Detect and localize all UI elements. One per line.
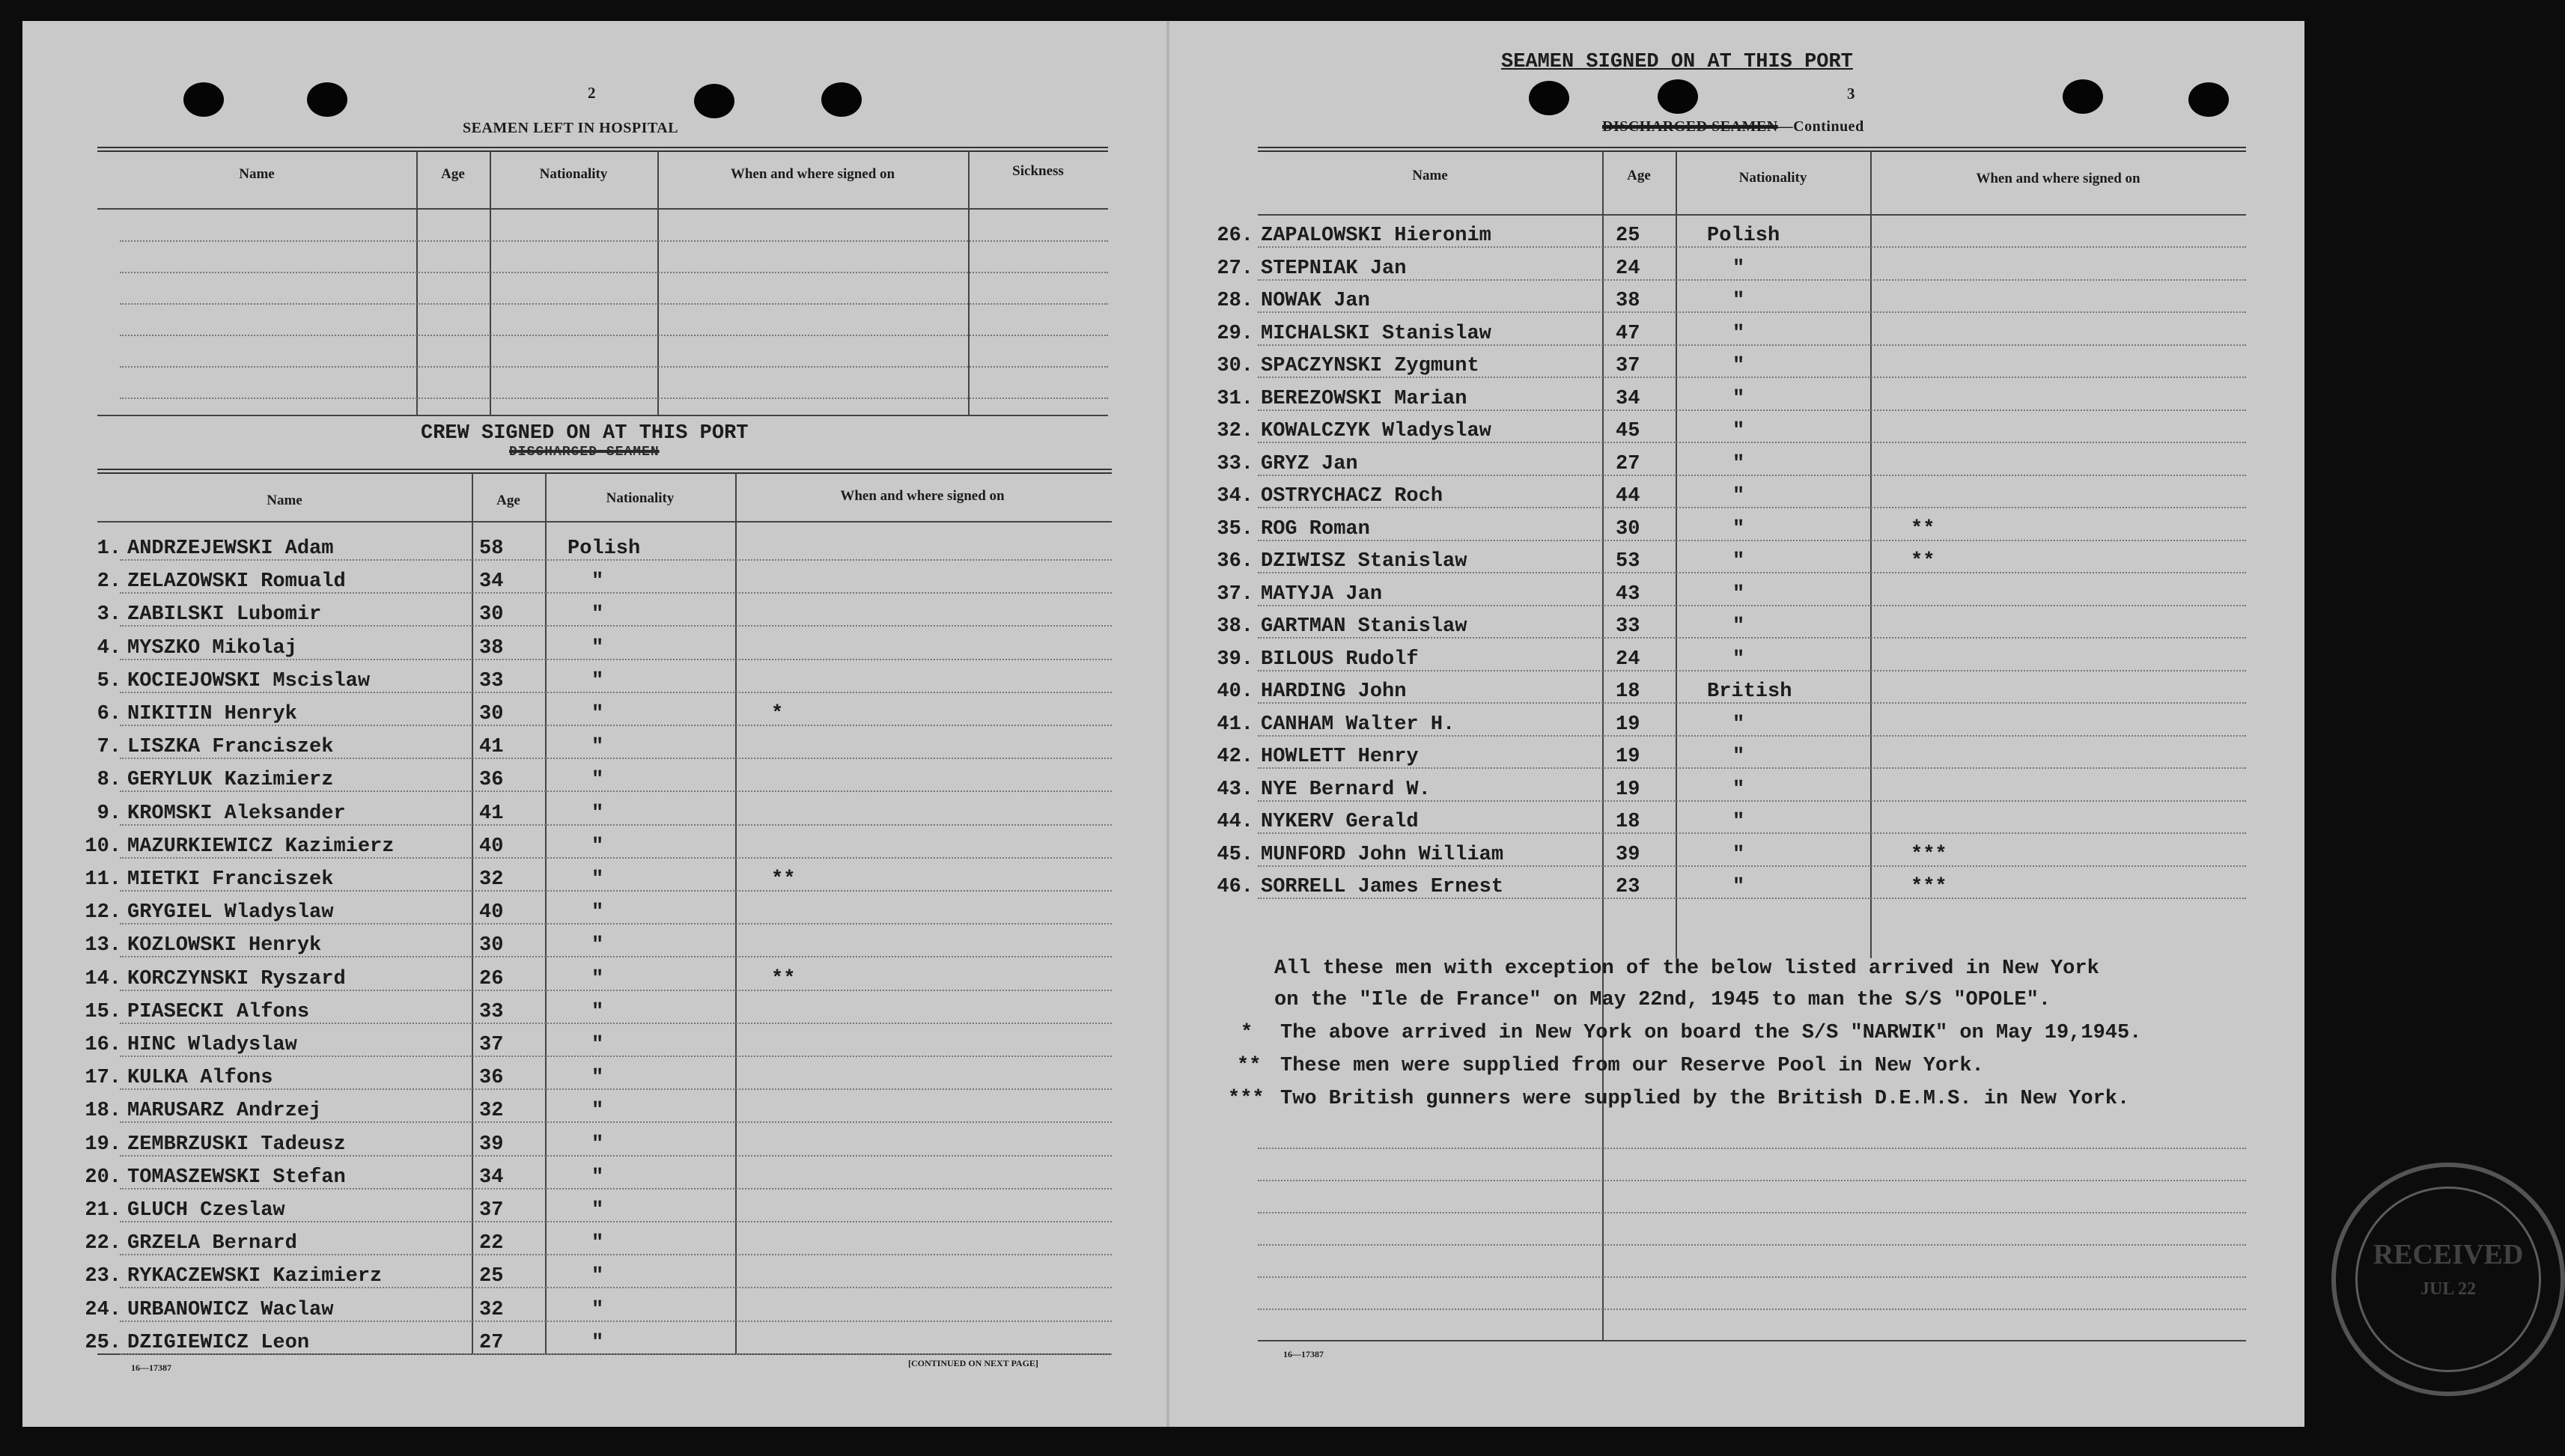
crew-name: ZAPALOWSKI Hieronim bbox=[1261, 225, 1491, 247]
row-rule bbox=[120, 559, 1112, 561]
row-number: 5. bbox=[97, 669, 121, 692]
row-number: 38. bbox=[1217, 615, 1253, 638]
crew-name: MUNFORD John William bbox=[1261, 843, 1504, 866]
row-rule bbox=[1258, 344, 2246, 346]
row-number: 7. bbox=[97, 736, 121, 759]
crew-age: 33 bbox=[1616, 615, 1640, 638]
crew-age: 24 bbox=[1616, 257, 1640, 280]
crew-name: KOWALCZYK Wladyslaw bbox=[1261, 420, 1491, 442]
row-number: 1. bbox=[97, 537, 121, 560]
crew-age: 40 bbox=[479, 901, 504, 925]
crew-age: 27 bbox=[479, 1331, 504, 1354]
crew-nationality: " bbox=[591, 769, 604, 792]
col-header-when-where: When and where signed on bbox=[730, 166, 895, 182]
crew-name: GLUCH Czeslaw bbox=[127, 1199, 285, 1222]
crew-age: 18 bbox=[1616, 811, 1640, 833]
crew-name: MIETKI Franciszek bbox=[127, 868, 334, 891]
crew-age: 24 bbox=[1616, 648, 1640, 671]
crew-age: 43 bbox=[1616, 582, 1640, 606]
crew-nationality: " bbox=[591, 1265, 604, 1288]
row-number: 16. bbox=[85, 1034, 121, 1056]
row-number: 40. bbox=[1217, 680, 1253, 703]
punch-hole bbox=[183, 82, 224, 117]
crew-age: 18 bbox=[1616, 680, 1640, 703]
crew-nationality: " bbox=[1732, 648, 1745, 671]
row-rule bbox=[120, 857, 1112, 859]
punch-hole bbox=[307, 82, 347, 117]
crew-age: 39 bbox=[479, 1133, 504, 1156]
stamp-date: JUL 22 bbox=[2420, 1279, 2476, 1299]
row-rule bbox=[120, 890, 1112, 892]
hospital-section-title: SEAMEN LEFT IN HOSPITAL bbox=[463, 120, 679, 136]
crew-nationality: " bbox=[591, 901, 604, 925]
crew-age: 41 bbox=[479, 736, 504, 759]
row-number: 11. bbox=[85, 868, 121, 891]
row-number: 46. bbox=[1217, 876, 1253, 898]
crew-nationality: " bbox=[591, 736, 604, 759]
row-rule bbox=[120, 1023, 1112, 1024]
row-rule bbox=[1258, 800, 2246, 802]
crew-name: LISZKA Franciszek bbox=[127, 736, 334, 759]
crew-name: MARUSARZ Andrzej bbox=[127, 1100, 322, 1123]
col-header-age: Age bbox=[496, 493, 520, 508]
crew-age: 41 bbox=[479, 802, 504, 825]
crew-nationality: " bbox=[1732, 811, 1745, 833]
crew-name: KOZLOWSKI Henryk bbox=[127, 934, 322, 957]
row-number: 22. bbox=[85, 1232, 121, 1255]
row-rule bbox=[1258, 540, 2246, 541]
col-header-nationality: Nationality bbox=[1738, 170, 1807, 186]
page-fold bbox=[1166, 21, 1169, 1427]
crew-nationality: " bbox=[1732, 322, 1745, 345]
crew-name: ZELAZOWSKI Romuald bbox=[127, 570, 346, 594]
footnote-mark: ** bbox=[771, 868, 796, 891]
col-header-age: Age bbox=[441, 166, 465, 182]
crew-name: OSTRYCHACZ Roch bbox=[1261, 485, 1443, 508]
col-header-name: Name bbox=[239, 166, 275, 182]
row-rule bbox=[120, 791, 1112, 792]
crew-name: KROMSKI Aleksander bbox=[127, 802, 346, 825]
crew-age: 34 bbox=[479, 570, 504, 594]
row-number: 31. bbox=[1217, 387, 1253, 410]
crew-age: 37 bbox=[479, 1199, 504, 1222]
row-rule bbox=[120, 725, 1112, 726]
note-3: Two British gunners were supplied by the British D.E.M.S. in New York. bbox=[1280, 1088, 2130, 1110]
crew-name: CANHAM Walter H. bbox=[1261, 713, 1455, 736]
crew-age: 23 bbox=[1616, 876, 1640, 898]
row-number: 39. bbox=[1217, 648, 1253, 671]
continued-note: [CONTINUED ON NEXT PAGE] bbox=[908, 1358, 1038, 1368]
crew-age: 34 bbox=[1616, 387, 1640, 410]
punch-hole bbox=[694, 84, 734, 118]
row-number: 15. bbox=[85, 1000, 121, 1023]
crew-age: 38 bbox=[479, 636, 504, 660]
row-number: 8. bbox=[97, 769, 121, 792]
row-rule bbox=[1258, 670, 2246, 671]
crew-name: MICHALSKI Stanislaw bbox=[1261, 322, 1491, 345]
crew-nationality: " bbox=[591, 1000, 604, 1023]
row-rule bbox=[1258, 898, 2246, 899]
row-rule bbox=[1258, 475, 2246, 476]
note-mark-1: * bbox=[1241, 1022, 1253, 1044]
row-number: 4. bbox=[97, 636, 121, 660]
crew-age: 37 bbox=[1616, 355, 1640, 377]
row-number: 29. bbox=[1217, 322, 1253, 345]
row-number: 30. bbox=[1217, 355, 1253, 377]
crew-age: 36 bbox=[479, 1067, 504, 1090]
row-rule bbox=[120, 1221, 1112, 1222]
col-header-name: Name bbox=[267, 493, 302, 508]
crew-nationality: " bbox=[591, 1331, 604, 1354]
row-number: 18. bbox=[85, 1100, 121, 1123]
crew-nationality: " bbox=[1732, 746, 1745, 768]
crew-age: 19 bbox=[1616, 713, 1640, 736]
crew-name: GERYLUK Kazimierz bbox=[127, 769, 334, 792]
crew-name: BEREZOWSKI Marian bbox=[1261, 387, 1467, 410]
struck-out-heading bbox=[1602, 118, 1864, 135]
crew-age: 32 bbox=[479, 1298, 504, 1321]
seamen-section-title: SEAMEN SIGNED ON AT THIS PORT bbox=[1501, 51, 1853, 73]
row-rule bbox=[1258, 279, 2246, 281]
col-header-nationality: Nationality bbox=[606, 490, 675, 506]
crew-nationality: " bbox=[591, 703, 604, 725]
received-stamp bbox=[2331, 1163, 2565, 1396]
row-number: 10. bbox=[85, 835, 121, 858]
crew-name: ANDRZEJEWSKI Adam bbox=[127, 537, 334, 560]
note-mark-2: ** bbox=[1237, 1055, 1262, 1077]
crew-nationality: " bbox=[591, 1199, 604, 1222]
row-rule bbox=[120, 1254, 1112, 1255]
crew-name: NOWAK Jan bbox=[1261, 290, 1370, 312]
crew-name: HOWLETT Henry bbox=[1261, 746, 1419, 768]
page-number-left: 2 bbox=[588, 84, 596, 102]
row-number: 17. bbox=[85, 1067, 121, 1090]
crew-nationality: " bbox=[1732, 290, 1745, 312]
row-number: 36. bbox=[1217, 550, 1253, 573]
row-number: 26. bbox=[1217, 225, 1253, 247]
crew-name: ROG Roman bbox=[1261, 517, 1370, 540]
punch-hole bbox=[1529, 81, 1569, 115]
row-rule bbox=[1258, 735, 2246, 737]
row-number: 28. bbox=[1217, 290, 1253, 312]
col-header-name: Name bbox=[1412, 168, 1448, 183]
row-number: 9. bbox=[97, 802, 121, 825]
footnote-mark: ** bbox=[771, 967, 796, 990]
col-header-when-where: When and where signed on bbox=[840, 488, 1005, 504]
crew-name: RYKACZEWSKI Kazimierz bbox=[127, 1265, 383, 1288]
row-number: 43. bbox=[1217, 778, 1253, 801]
crew-nationality: " bbox=[591, 868, 604, 891]
row-rule bbox=[120, 592, 1112, 594]
crew-age: 32 bbox=[479, 868, 504, 891]
crew-age: 58 bbox=[479, 537, 504, 560]
row-number: 14. bbox=[85, 967, 121, 990]
crew-age: 53 bbox=[1616, 550, 1640, 573]
row-rule bbox=[1258, 702, 2246, 704]
crew-nationality: " bbox=[1732, 485, 1745, 508]
row-rule bbox=[120, 1353, 1112, 1355]
crew-section-title: CREW SIGNED ON AT THIS PORT bbox=[421, 422, 749, 445]
crew-name: HARDING John bbox=[1261, 680, 1407, 703]
row-rule bbox=[1258, 767, 2246, 769]
crew-age: 33 bbox=[479, 669, 504, 692]
col-header-when-where: When and where signed on bbox=[1976, 171, 2140, 186]
crew-nationality: " bbox=[1732, 582, 1745, 606]
row-number: 34. bbox=[1217, 485, 1253, 508]
crew-name: URBANOWICZ Waclaw bbox=[127, 1298, 334, 1321]
crew-age: 36 bbox=[479, 769, 504, 792]
row-rule bbox=[1258, 572, 2246, 573]
crew-name: KULKA Alfons bbox=[127, 1067, 273, 1090]
row-rule bbox=[120, 758, 1112, 759]
footnote-mark: ** bbox=[1911, 517, 1935, 540]
note-main-line-1: All these men with exception of the below listed arrived in New York bbox=[1274, 957, 2099, 980]
note-mark-3: *** bbox=[1228, 1088, 1265, 1110]
crew-age: 30 bbox=[479, 603, 504, 627]
row-rule bbox=[1258, 311, 2246, 313]
row-rule bbox=[120, 1121, 1112, 1123]
row-number: 45. bbox=[1217, 843, 1253, 866]
row-number: 21. bbox=[85, 1199, 121, 1222]
row-rule bbox=[120, 659, 1112, 660]
crew-age: 37 bbox=[479, 1034, 504, 1056]
row-number: 23. bbox=[85, 1265, 121, 1288]
crew-nationality: " bbox=[591, 802, 604, 825]
row-rule bbox=[1258, 865, 2246, 867]
row-number: 33. bbox=[1217, 452, 1253, 475]
crew-name: MAZURKIEWICZ Kazimierz bbox=[127, 835, 395, 858]
crew-nationality: " bbox=[591, 603, 604, 627]
note-1: The above arrived in New York on board the S/S "NARWIK" on May 19,1945. bbox=[1280, 1022, 2142, 1044]
crew-age: 47 bbox=[1616, 322, 1640, 345]
row-number: 13. bbox=[85, 934, 121, 957]
crew-name: KORCZYNSKI Ryszard bbox=[127, 967, 346, 990]
row-number: 3. bbox=[97, 603, 121, 627]
crew-nationality: " bbox=[1732, 778, 1745, 801]
row-rule bbox=[120, 923, 1112, 925]
crew-age: 44 bbox=[1616, 485, 1640, 508]
crew-name: KOCIEJOWSKI Mscislaw bbox=[127, 669, 371, 692]
row-number: 32. bbox=[1217, 420, 1253, 442]
crew-age: 25 bbox=[1616, 225, 1640, 247]
crew-name: GRYGIEL Wladyslaw bbox=[127, 901, 334, 925]
crew-age: 30 bbox=[479, 934, 504, 957]
col-header-sickness: Sickness bbox=[1012, 163, 1064, 179]
crew-name: MYSZKO Mikolaj bbox=[127, 636, 297, 660]
row-rule bbox=[120, 1088, 1112, 1090]
crew-nationality: " bbox=[591, 1166, 604, 1189]
crew-name: SPACZYNSKI Zygmunt bbox=[1261, 355, 1479, 377]
row-rule bbox=[1258, 637, 2246, 639]
crew-age: 38 bbox=[1616, 290, 1640, 312]
crew-age: 39 bbox=[1616, 843, 1640, 866]
row-rule bbox=[120, 956, 1112, 957]
row-rule bbox=[120, 625, 1112, 627]
crew-nationality: " bbox=[1732, 550, 1745, 573]
crew-age: 19 bbox=[1616, 778, 1640, 801]
crew-age: 26 bbox=[479, 967, 504, 990]
crew-nationality: " bbox=[591, 1133, 604, 1156]
crew-nationality: Polish bbox=[1707, 225, 1780, 247]
row-number: 12. bbox=[85, 901, 121, 925]
row-rule bbox=[1258, 246, 2246, 248]
row-rule bbox=[120, 824, 1112, 826]
continued-label: —Continued bbox=[1777, 118, 1864, 135]
footnote-mark: *** bbox=[1911, 843, 1947, 866]
col-header-nationality: Nationality bbox=[539, 166, 608, 182]
crew-nationality: " bbox=[1732, 452, 1745, 475]
crew-nationality: " bbox=[1732, 257, 1745, 280]
crew-nationality: " bbox=[1732, 843, 1745, 866]
row-number: 19. bbox=[85, 1133, 121, 1156]
punch-hole bbox=[2188, 82, 2229, 117]
row-number: 20. bbox=[85, 1166, 121, 1189]
row-rule bbox=[1258, 605, 2246, 606]
footnote-mark: *** bbox=[1911, 876, 1947, 898]
divider bbox=[1258, 147, 2246, 152]
divider bbox=[97, 469, 1112, 474]
crew-nationality: " bbox=[591, 1034, 604, 1056]
divider bbox=[97, 147, 1108, 152]
row-rule bbox=[1258, 442, 2246, 443]
crew-name: HINC Wladyslaw bbox=[127, 1034, 297, 1056]
row-rule bbox=[1258, 507, 2246, 508]
crew-name: STEPNIAK Jan bbox=[1261, 257, 1407, 280]
row-number: 2. bbox=[97, 570, 121, 594]
crew-name: TOMASZEWSKI Stefan bbox=[127, 1166, 346, 1189]
crew-age: 33 bbox=[479, 1000, 504, 1023]
row-rule bbox=[120, 1056, 1112, 1057]
row-number: 42. bbox=[1217, 746, 1253, 768]
note-main-line-2: on the "Ile de France" on May 22nd, 1945 to man the S/S "OPOLE". bbox=[1274, 989, 2051, 1011]
crew-nationality: " bbox=[1732, 420, 1745, 442]
crew-age: 27 bbox=[1616, 452, 1640, 475]
row-rule bbox=[1258, 832, 2246, 834]
note-2: These men were supplied from our Reserve Pool in New York. bbox=[1280, 1055, 1984, 1077]
crew-age: 25 bbox=[479, 1265, 504, 1288]
crew-nationality: " bbox=[1732, 615, 1745, 638]
crew-age: 34 bbox=[479, 1166, 504, 1189]
row-number: 44. bbox=[1217, 811, 1253, 833]
crew-age: 30 bbox=[479, 703, 504, 725]
crew-nationality: " bbox=[1732, 517, 1745, 540]
crew-nationality: " bbox=[1732, 876, 1745, 898]
row-number: 37. bbox=[1217, 582, 1253, 606]
footnote-mark: * bbox=[771, 703, 784, 725]
row-number: 27. bbox=[1217, 257, 1253, 280]
crew-name: GARTMAN Stanislaw bbox=[1261, 615, 1467, 638]
col-header-age: Age bbox=[1627, 168, 1651, 183]
row-rule bbox=[120, 1321, 1112, 1322]
struck-out-heading: DISCHARGED SEAMEN bbox=[509, 445, 660, 460]
crew-nationality: Polish bbox=[568, 537, 641, 560]
manifest-sheet bbox=[22, 21, 2524, 1427]
crew-name: GRZELA Bernard bbox=[127, 1232, 297, 1255]
crew-age: 30 bbox=[1616, 517, 1640, 540]
crew-nationality: " bbox=[591, 636, 604, 660]
form-number: 16—17387 bbox=[131, 1362, 171, 1373]
crew-age: 45 bbox=[1616, 420, 1640, 442]
punch-hole bbox=[821, 82, 862, 117]
crew-age: 19 bbox=[1616, 746, 1640, 768]
crew-name: BILOUS Rudolf bbox=[1261, 648, 1419, 671]
crew-nationality: " bbox=[591, 934, 604, 957]
crew-age: 40 bbox=[479, 835, 504, 858]
crew-nationality: " bbox=[591, 967, 604, 990]
row-rule bbox=[120, 990, 1112, 991]
row-rule bbox=[1258, 377, 2246, 378]
crew-name: ZEMBRZUSKI Tadeusz bbox=[127, 1133, 346, 1156]
punch-hole bbox=[1658, 79, 1698, 114]
row-number: 6. bbox=[97, 703, 121, 725]
crew-nationality: " bbox=[1732, 713, 1745, 736]
struck-word: DISCHARGED SEAMEN bbox=[1602, 118, 1778, 135]
row-number: 35. bbox=[1217, 517, 1253, 540]
crew-nationality: " bbox=[591, 1067, 604, 1090]
crew-name: DZIWISZ Stanislaw bbox=[1261, 550, 1467, 573]
crew-nationality: British bbox=[1707, 680, 1792, 703]
page-number-right: 3 bbox=[1847, 85, 1855, 103]
crew-age: 22 bbox=[479, 1232, 504, 1255]
row-rule bbox=[120, 1188, 1112, 1190]
row-rule bbox=[120, 1287, 1112, 1288]
stamp-text: RECEIVED bbox=[2373, 1239, 2524, 1270]
crew-nationality: " bbox=[591, 1100, 604, 1123]
crew-nationality: " bbox=[591, 669, 604, 692]
crew-nationality: " bbox=[1732, 387, 1745, 410]
row-number: 41. bbox=[1217, 713, 1253, 736]
form-number: 16—17387 bbox=[1283, 1349, 1324, 1359]
crew-nationality: " bbox=[591, 835, 604, 858]
crew-name: GRYZ Jan bbox=[1261, 452, 1358, 475]
crew-name: MATYJA Jan bbox=[1261, 582, 1383, 606]
crew-nationality: " bbox=[591, 570, 604, 594]
row-number: 24. bbox=[85, 1298, 121, 1321]
crew-name: NIKITIN Henryk bbox=[127, 703, 297, 725]
crew-nationality: " bbox=[1732, 355, 1745, 377]
crew-nationality: " bbox=[591, 1298, 604, 1321]
row-rule bbox=[120, 1155, 1112, 1157]
crew-name: PIASECKI Alfons bbox=[127, 1000, 310, 1023]
crew-name: NYE Bernard W. bbox=[1261, 778, 1431, 801]
crew-name: NYKERV Gerald bbox=[1261, 811, 1419, 833]
crew-age: 32 bbox=[479, 1100, 504, 1123]
row-rule bbox=[1258, 409, 2246, 411]
row-rule bbox=[120, 692, 1112, 693]
crew-name: DZIGIEWICZ Leon bbox=[127, 1331, 310, 1354]
crew-nationality: " bbox=[591, 1232, 604, 1255]
footnote-mark: ** bbox=[1911, 550, 1935, 573]
punch-hole bbox=[2063, 79, 2103, 114]
crew-name: ZABILSKI Lubomir bbox=[127, 603, 322, 627]
crew-name: SORRELL James Ernest bbox=[1261, 876, 1504, 898]
row-number: 25. bbox=[85, 1331, 121, 1354]
